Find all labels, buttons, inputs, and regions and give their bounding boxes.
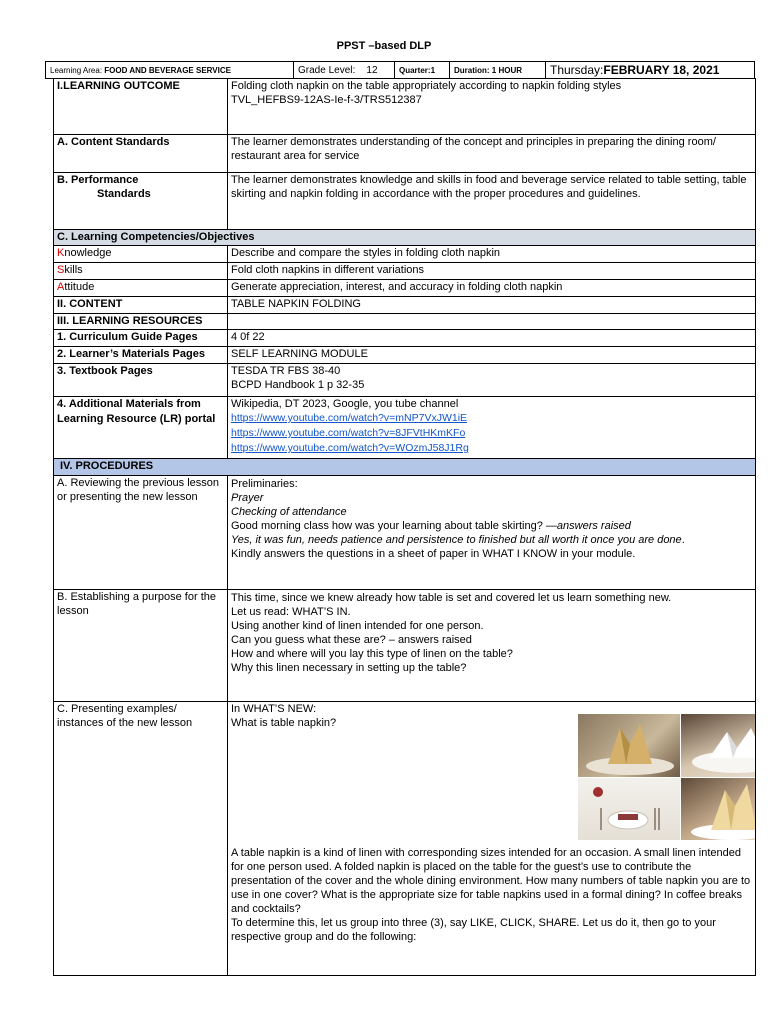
- learning-outcome-label: I.LEARNING OUTCOME: [54, 79, 228, 135]
- procedure-a-label: A. Reviewing the previous lesson or presenting the new lesson: [54, 476, 228, 590]
- competency-initial: A: [57, 281, 65, 293]
- what-is-napkin: What is table napkin?: [231, 717, 337, 729]
- textbook-value-1: TESDA TR FBS 38-40: [231, 365, 341, 377]
- learning-outcome-code: TVL_HEFBS9-12AS-Ie-f-3/TRS512387: [231, 94, 422, 106]
- competency-text-knowledge: Describe and compare the styles in folding cloth napkin: [228, 246, 756, 263]
- procedure-b-label: B. Establishing a purpose for the lesson: [54, 590, 228, 702]
- curriculum-label: 1. Curriculum Guide Pages: [54, 330, 228, 347]
- youtube-link-1[interactable]: https://www.youtube.com/watch?v=mNP7VxJW1iE: [231, 412, 468, 424]
- procedure-c-cell: [228, 702, 756, 976]
- youtube-link-3[interactable]: https://www.youtube.com/watch?v=WOzmJ58J1Rg: [231, 442, 469, 454]
- competency-label-knowledge: [54, 246, 228, 263]
- quarter-value: Quarter:1: [399, 65, 436, 75]
- whats-new: In WHAT’S NEW:: [231, 703, 317, 715]
- competency-label-rest: kills: [64, 264, 83, 276]
- procedure-a-row: [54, 476, 756, 590]
- competency-initial: S: [57, 264, 65, 276]
- curriculum-value: 4 0f 22: [228, 330, 756, 347]
- procedures-heading-row: [54, 459, 756, 476]
- purpose-line: Let us read: WHAT’S IN.: [231, 606, 351, 618]
- purpose-line: How and where will you lay this type of linen on the table?: [231, 648, 513, 660]
- resources-heading: III. LEARNING RESOURCES: [54, 314, 228, 330]
- resources-heading-row: [54, 314, 756, 330]
- competency-label-rest: ttitude: [64, 281, 95, 293]
- learning-outcome-row: [54, 79, 756, 135]
- date-value: FEBRUARY 18, 2021: [603, 63, 720, 77]
- content-text: TABLE NAPKIN FOLDING: [228, 297, 756, 314]
- napkin-photo-3: [578, 778, 680, 841]
- question-1: [231, 519, 752, 533]
- grade-level-cell: [294, 62, 395, 78]
- youtube-link-2[interactable]: https://www.youtube.com/watch?v=8JFVtHKmKFo: [231, 427, 466, 439]
- date-label: Thursday:: [550, 63, 604, 77]
- purpose-line: Why this linen necessary in setting up the table?: [231, 662, 467, 674]
- napkin-paragraph: A table napkin is a kind of linen with corresponding sizes intended for an occasion. A small linen intended for one person used. A folded napkin is placed on the table for the guest’s use to contribute the presentation of the cover and the whole dining environment. How many numbers of table napkin you are to use in one cover? What is the appropriate size for table napkins used in a formal dining? In coffee breaks and cocktails?: [231, 847, 751, 915]
- procedures-heading-text: IV. PROCEDURES: [60, 460, 154, 472]
- answer-block: [231, 533, 752, 547]
- content-standards-text: The learner demonstrates understanding of the concept and principles in preparing the dining room/ restaurant area for service: [228, 135, 756, 173]
- resources-heading-empty: [228, 314, 756, 330]
- answer-text: Yes, it was fun, needs patience and persistence to finished but all worth it once you are done: [231, 534, 682, 546]
- textbook-value-2: BCPD Handbook 1 p 32-35: [231, 379, 365, 391]
- date-cell: [546, 62, 754, 78]
- purpose-line: Can you guess what these are? – answers raised: [231, 634, 472, 646]
- napkin-photo-collage: [578, 714, 756, 840]
- document-title: PPST –based DLP: [336, 40, 432, 52]
- textbook-label: 3. Textbook Pages: [54, 364, 228, 397]
- procedure-a-cell: [228, 476, 756, 590]
- napkin-description: [231, 846, 752, 944]
- learning-area-value: FOOD AND BEVERAGE SERVICE: [104, 65, 231, 75]
- learning-outcome-text: Folding cloth napkin on the table appropriately according to napkin folding styles: [231, 80, 622, 92]
- competency-text-skills: Fold cloth napkins in different variations: [228, 263, 756, 280]
- competency-label-skills: [54, 263, 228, 280]
- competency-text-attitude: Generate appreciation, interest, and accuracy in folding cloth napkin: [228, 280, 756, 297]
- competency-row-knowledge: [54, 246, 756, 263]
- competencies-heading-row: [54, 230, 756, 246]
- textbook-row: [54, 364, 756, 397]
- folded-napkin-image: [681, 714, 756, 776]
- content-label: II. CONTENT: [54, 297, 228, 314]
- performance-standards-label-1: B. Performance: [57, 174, 139, 186]
- competency-label-attitude: [54, 280, 228, 297]
- attendance: Checking of attendance: [231, 506, 347, 518]
- purpose-line: Using another kind of linen intended for one person.: [231, 620, 484, 632]
- procedures-heading: [54, 459, 756, 476]
- header-bar: [45, 61, 755, 79]
- additional-materials-cell: [228, 397, 756, 459]
- duration-cell: [450, 62, 546, 78]
- learner-materials-value: SELF LEARNING MODULE: [228, 347, 756, 364]
- additional-materials-row: [54, 397, 756, 459]
- content-standards-label: A. Content Standards: [54, 135, 228, 173]
- purpose-line: This time, since we knew already how table is set and covered let us learn something new.: [231, 592, 672, 604]
- competencies-heading: C. Learning Competencies/Objectives: [54, 230, 756, 246]
- prayer: Prayer: [231, 492, 264, 504]
- competency-label-rest: nowledge: [64, 247, 112, 259]
- procedure-c-label: C. Presenting examples/ instances of the new lesson: [54, 702, 228, 976]
- performance-standards-label-cell: [54, 173, 228, 230]
- learner-materials-row: [54, 347, 756, 364]
- learning-area-label: Learning Area:: [50, 65, 103, 75]
- table-setting-image: [578, 778, 680, 840]
- competency-initial: K: [57, 247, 65, 259]
- performance-standards-row: [54, 173, 756, 230]
- quarter-cell: [395, 62, 450, 78]
- procedure-c-row: [54, 702, 756, 976]
- additional-materials-text: Wikipedia, DT 2023, Google, you tube channel: [231, 398, 459, 410]
- question-1-italic: answers raised: [556, 520, 631, 532]
- instruction: Kindly answers the questions in a sheet of paper in WHAT I KNOW in your module.: [231, 548, 636, 560]
- duration-value: Duration: 1 HOUR: [454, 65, 522, 75]
- performance-standards-label-2: Standards: [97, 188, 151, 200]
- performance-standards-text: The learner demonstrates knowledge and skills in food and beverage service related to table setting, table skirting and napkin folding in accordance with the proper procedures and guidelines.: [228, 173, 756, 230]
- napkin-photo-1: [578, 714, 680, 777]
- learning-area-cell: [46, 62, 294, 78]
- grade-level-label: Grade Level:: [298, 64, 356, 76]
- competency-row-skills: [54, 263, 756, 280]
- procedure-b-row: [54, 590, 756, 702]
- procedure-b-cell: [228, 590, 756, 702]
- question-1-text: Good morning class how was your learning about table skirting? —: [231, 520, 557, 532]
- group-instructions: To determine this, let us group into three (3), say LIKE, CLICK, SHARE. Let us do it, then go to your respective group and do the following:: [231, 917, 716, 943]
- content-row: [54, 297, 756, 314]
- content-standards-row: [54, 135, 756, 173]
- napkin-photo-4: [681, 778, 756, 841]
- answer-end: .: [681, 534, 685, 546]
- additional-materials-label: 4. Additional Materials from Learning Resource (LR) portal: [54, 397, 228, 459]
- competency-row-attitude: [54, 280, 756, 297]
- learning-outcome-cell: [228, 79, 756, 135]
- napkin-photo-2: [681, 714, 756, 777]
- grade-level-value: 12: [366, 64, 378, 76]
- folded-napkin-image: [578, 714, 680, 776]
- dlp-table: [53, 78, 756, 976]
- textbook-cell: [228, 364, 756, 397]
- preliminaries: Preliminaries:: [231, 478, 298, 490]
- learner-materials-label: 2. Learner’s Materials Pages: [54, 347, 228, 364]
- folded-napkin-image: [681, 778, 756, 840]
- curriculum-row: [54, 330, 756, 347]
